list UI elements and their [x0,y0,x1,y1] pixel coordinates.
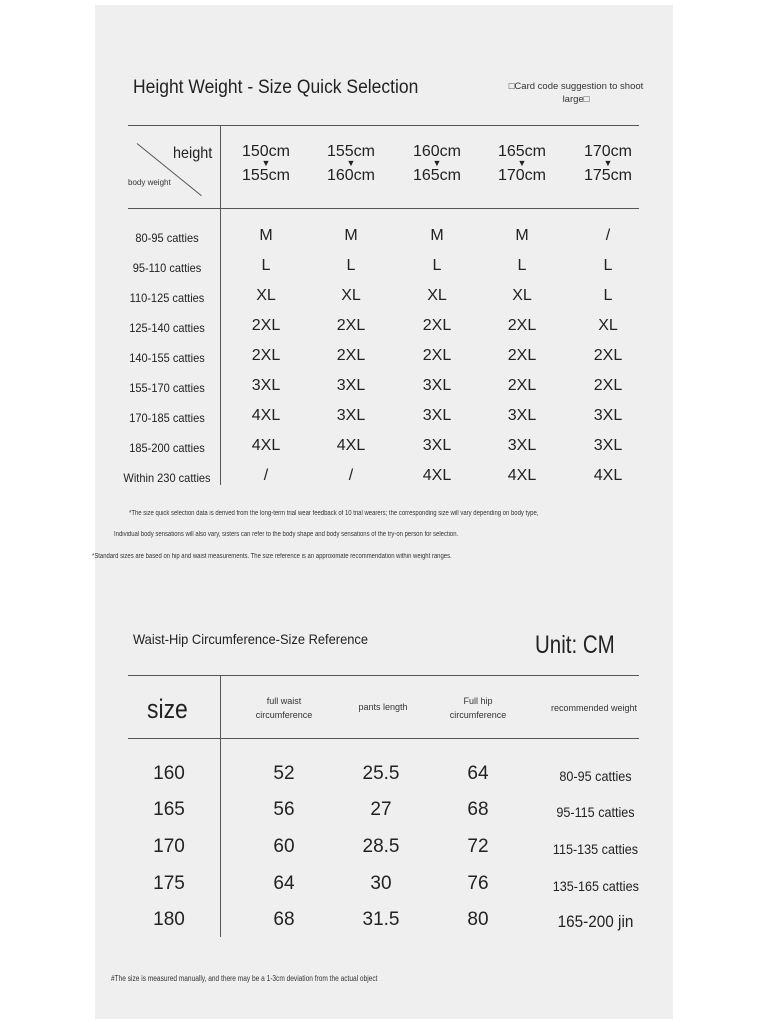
size-cell: 2XL [251,317,281,334]
size-cell: 2XL [422,317,452,334]
size-cell: 2XL [336,317,366,334]
height-range-start: 170cm [583,143,633,160]
size-cell: L [346,257,356,274]
size-cell: 2XL [593,377,623,394]
recommended-weight-value: 115-135 catties [552,841,639,857]
weight-range-label: 185-200 catties [129,441,205,455]
card-code-note: □Card code suggestion to shoot large□ [508,81,644,105]
size-cell: 3XL [336,407,366,424]
size-cell: 2XL [507,317,537,334]
length-value: 31.5 [362,909,400,930]
quick-footnote-3: *Standard sizes are based on hip and waist measurements. The size reference is an approximate recommendation within weight ranges. [92,553,452,560]
waist-value: 56 [273,799,295,820]
size-cell: 2XL [507,377,537,394]
reference-title: Waist-Hip Circumference-Size Reference [133,631,369,647]
waist-column-header [244,694,324,722]
size-cell: XL [341,287,361,304]
size-cell: 2XL [593,347,623,364]
size-cell: L [432,257,442,274]
size-value: 165 [153,799,185,820]
down-arrow-icon: ▼ [603,158,613,168]
length-value: 25.5 [362,763,400,784]
hip-column-header [438,694,518,722]
quick-footnote-2: Individual body sensations will also vary, sisters can refer to the body shape and body sensations of the try-on person for selection. [114,531,459,538]
down-arrow-icon: ▼ [432,158,442,168]
waist-value: 60 [273,836,295,857]
size-cell: XL [256,287,276,304]
height-range-header [568,144,648,183]
size-cell: M [515,227,529,244]
waist-header-line2: circumference [255,710,313,720]
size-cell: 2XL [422,347,452,364]
height-range-header [482,144,562,183]
size-cell: 3XL [422,407,452,424]
table-column-divider [220,125,221,485]
size-cell: 3XL [251,377,281,394]
ref-top-rule [128,675,639,676]
size-value: 160 [153,763,185,784]
height-axis-label: height [173,145,213,162]
ref-column-divider [220,675,221,937]
length-value: 27 [370,799,392,820]
recommended-weight-value: 135-165 catties [552,878,639,894]
weight-column-header [544,701,644,715]
size-value: 170 [153,836,185,857]
size-cell: 4XL [593,467,623,484]
quick-footnote-1: *The size quick selection data is derived from the long-term trial wear feedback of 10 trial wearers; the corresponding size will vary depending on body type, [129,510,539,517]
height-range-end: 175cm [583,167,633,184]
height-range-header [226,144,306,183]
height-range-header [311,144,391,183]
quick-selection-title: Height Weight - Size Quick Selection [133,77,419,98]
size-cell: 3XL [422,377,452,394]
size-cell: 3XL [593,407,623,424]
size-cell: M [430,227,444,244]
size-cell: 3XL [422,437,452,454]
weight-range-label: Within 230 catties [123,471,211,485]
hip-header-line1: Full hip [463,696,493,706]
height-range-end: 160cm [326,167,376,184]
length-value: 28.5 [362,836,400,857]
size-value: 180 [153,909,185,930]
height-range-end: 170cm [497,167,547,184]
reference-footnote: #The size is measured manually, and there may be a 1-3cm deviation from the actual object [111,974,378,983]
length-value: 30 [370,873,392,894]
length-header-line1: pants length [358,702,408,712]
hip-value: 80 [467,909,489,930]
ref-header-rule [128,738,639,739]
height-range-header [397,144,477,183]
length-column-header [343,700,423,714]
height-range-start: 150cm [241,143,291,160]
size-column-header: size [147,694,188,724]
size-cell: 4XL [251,407,281,424]
size-cell: L [603,257,613,274]
size-cell: L [517,257,527,274]
size-cell: 2XL [507,347,537,364]
recommended-weight-value: 80-95 catties [559,768,632,784]
waist-value: 68 [273,909,295,930]
height-range-end: 155cm [241,167,291,184]
size-cell: / [263,467,269,484]
size-cell: 2XL [251,347,281,364]
waist-header-line1: full waist [266,696,302,706]
size-value: 175 [153,873,185,894]
weight-header-line1: recommended weight [550,703,638,713]
waist-value: 52 [273,763,295,784]
hip-value: 76 [467,873,489,894]
weight-range-label: 170-185 catties [129,411,205,425]
weight-axis-label: body weight [128,178,171,187]
hip-value: 72 [467,836,489,857]
height-range-start: 165cm [497,143,547,160]
height-range-start: 155cm [326,143,376,160]
size-cell: M [344,227,358,244]
height-range-end: 165cm [412,167,462,184]
waist-value: 64 [273,873,295,894]
unit-label: Unit: CM [535,631,615,659]
weight-range-label: 125-140 catties [129,321,205,335]
size-cell: L [261,257,271,274]
recommended-weight-value: 95-115 catties [556,804,635,820]
table-header-rule [128,208,639,209]
size-cell: XL [598,317,618,334]
size-cell: 3XL [593,437,623,454]
size-cell: XL [427,287,447,304]
height-range-start: 160cm [412,143,462,160]
down-arrow-icon: ▼ [346,158,356,168]
size-cell: M [259,227,273,244]
hip-value: 68 [467,799,489,820]
size-cell: / [348,467,354,484]
size-cell: 3XL [336,377,366,394]
size-cell: 4XL [251,437,281,454]
size-cell: 3XL [507,437,537,454]
recommended-weight-value: 165-200 jin [557,912,634,931]
weight-range-label: 110-125 catties [129,291,205,305]
size-cell: 3XL [507,407,537,424]
table-top-rule [128,125,639,126]
size-cell: 2XL [336,347,366,364]
size-cell: 4XL [507,467,537,484]
size-cell: 4XL [422,467,452,484]
down-arrow-icon: ▼ [517,158,527,168]
size-cell: XL [512,287,532,304]
hip-header-line2: circumference [449,710,507,720]
down-arrow-icon: ▼ [261,158,271,168]
hip-value: 64 [467,763,489,784]
weight-range-label: 80-95 catties [135,231,199,245]
weight-range-label: 155-170 catties [129,381,205,395]
size-cell: 4XL [336,437,366,454]
weight-range-label: 140-155 catties [129,351,205,365]
weight-range-label: 95-110 catties [132,261,202,275]
size-cell: L [603,287,613,304]
size-cell: / [605,227,611,244]
